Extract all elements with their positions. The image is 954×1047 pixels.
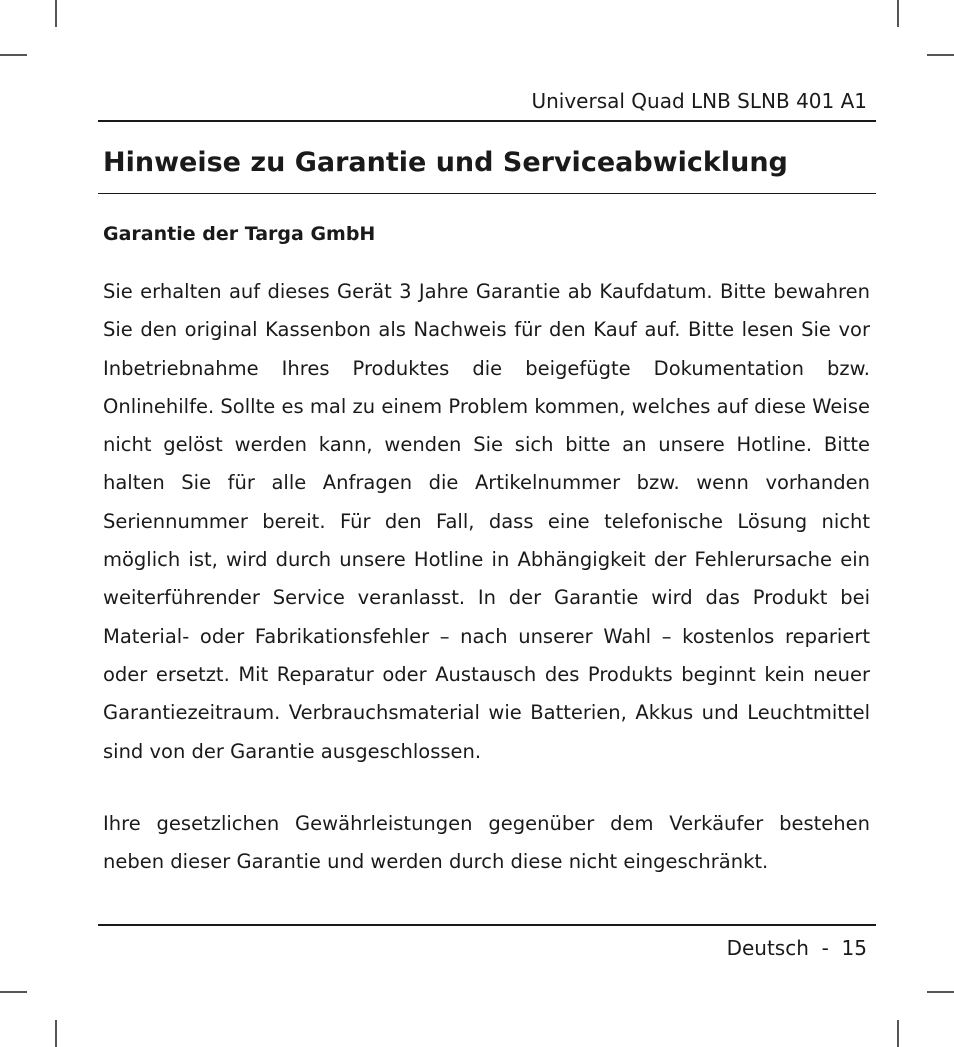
crop-mark-bottom-right-vertical xyxy=(897,1020,899,1047)
crop-mark-top-left-vertical xyxy=(55,0,57,27)
crop-mark-top-right-horizontal xyxy=(927,54,954,56)
crop-mark-bottom-right-horizontal xyxy=(927,991,954,993)
warranty-paragraph: Sie erhalten auf dieses Gerät 3 Jahre Garantie ab Kaufdatum. Bitte bewahren Sie den original Kassenbon als Nachweis für den Kauf auf. Bitte lesen Sie vor Inbetriebnahme Ihres Produktes die beigefügte Dokumentation bzw. Onlinehilfe. Sollte es mal zu einem Problem kommen, welches auf diese Weise nicht gelöst werden kann, wenden Sie sich bitte an unsere Hotline. Bitte halten Sie für alle Anfragen die Artikelnummer bzw. wenn vorhanden Seriennummer bereit. Für den Fall, dass eine telefonische Lösung nicht möglich ist, wird durch unsere Hotline in Abhängigkeit der Fehlerursache ein weiterführender Service veranlasst. In der Garantie wird das Produkt bei Material- oder Fabrikationsfehler – nach unserer Wahl – kostenlos repariert oder ersetzt. Mit Reparatur oder Austausch des Produkts beginnt kein neuer Garantiezeitraum. Verbrauchsmaterial wie Batterien, Akkus und Leuchtmittel sind von der Garantie ausgeschlossen. xyxy=(103,280,870,763)
crop-mark-bottom-left-horizontal xyxy=(0,991,27,993)
subsection-title: Garantie der Targa GmbH xyxy=(103,223,376,245)
page-number: 15 xyxy=(841,936,867,960)
crop-mark-top-right-vertical xyxy=(897,0,899,27)
section-title: Hinweise zu Garantie und Serviceabwicklung xyxy=(103,147,788,178)
section-title-rule xyxy=(98,193,876,194)
header-rule xyxy=(98,120,876,122)
footer-rule xyxy=(98,924,876,926)
footer-separator: - xyxy=(821,936,829,960)
page-footer xyxy=(727,934,867,962)
running-header: Universal Quad LNB SLNB 401 A1 xyxy=(531,89,867,113)
crop-mark-top-left-horizontal xyxy=(0,54,27,56)
footer-language: Deutsch xyxy=(726,936,809,960)
crop-mark-bottom-left-vertical xyxy=(55,1020,57,1047)
statutory-rights-paragraph: Ihre gesetzlichen Gewährleistungen gegenüber dem Verkäufer bestehen neben dieser Garantie und werden durch diese nicht eingeschränkt. xyxy=(103,812,870,874)
